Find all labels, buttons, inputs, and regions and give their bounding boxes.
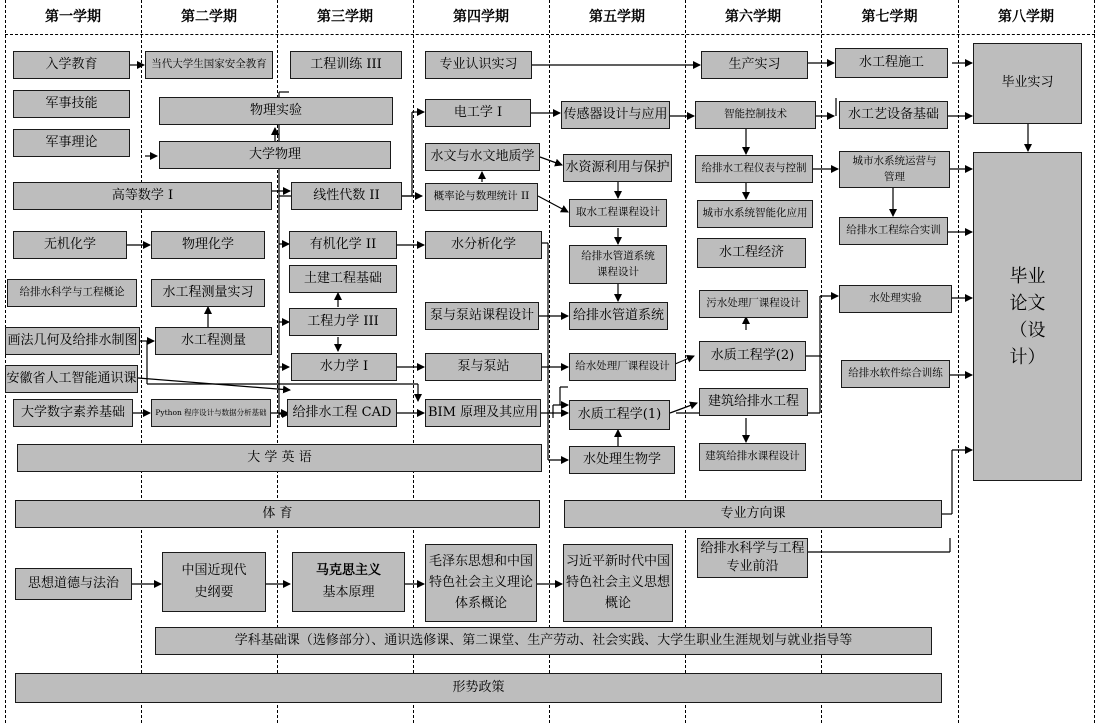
course-box: 入学教育	[13, 51, 130, 79]
course-box: 建筑给排水课程设计	[699, 443, 806, 471]
course-box: Python 程序设计与数据分析基础	[151, 399, 271, 427]
course-box: 高等数学 I	[13, 182, 272, 210]
course-box: 工程训练 III	[290, 51, 402, 79]
semester-header-1: 第一学期	[45, 9, 101, 25]
course-box: 物理化学	[151, 231, 265, 259]
course-box: 画法几何及给排水制图	[5, 327, 140, 355]
course-line: 毛泽东思想和中国	[428, 553, 533, 569]
course-box: 水资源利用与保护	[563, 154, 672, 182]
semester-header-3: 第三学期	[317, 9, 373, 25]
course-box: 水工程测量	[155, 327, 272, 355]
course-box: 给排水工程仪表与控制	[695, 155, 813, 183]
course-box: 水质工程学(2)	[699, 341, 806, 371]
course-box: 学科基础课（选修部分）、通识选修课、第二课堂、生产劳动、社会实践、大学生职业生涯规划与就业指导等	[155, 627, 932, 655]
course-line: 课程设计	[597, 266, 639, 278]
course-line: 管理	[884, 171, 905, 183]
header-divider	[5, 34, 1095, 35]
column-divider	[821, 0, 822, 723]
course-box: 水工程经济	[697, 238, 806, 268]
course-box: 毕业实习	[973, 43, 1082, 124]
course-box: 智能控制技术	[695, 101, 816, 129]
column-divider	[685, 0, 686, 723]
semester-header-7: 第七学期	[861, 9, 918, 25]
course-box: 专业认识实习	[425, 51, 532, 79]
course-box: 有机化学 II	[289, 231, 397, 259]
course-box: 无机化学	[13, 231, 127, 259]
semester-header-5: 第五学期	[589, 9, 645, 25]
course-box: 建筑给排水工程	[699, 388, 808, 416]
course-box: 水工程施工	[835, 48, 948, 78]
course-line: 概论	[604, 596, 631, 612]
course-box: 水力学 I	[291, 353, 397, 381]
course-box	[839, 151, 950, 188]
course-line: 史纲要	[194, 584, 234, 600]
course-box: 泵与泵站	[425, 353, 542, 381]
course-box: 给排水软件综合训练	[841, 360, 950, 388]
course-line: 特色社会主义思想	[566, 574, 671, 590]
course-line: 专业前沿	[726, 559, 779, 574]
semester-header-4: 第四学期	[453, 9, 509, 25]
course-box: 军事理论	[13, 129, 130, 157]
course-line: 马克思主义	[315, 563, 381, 579]
semester-header-6: 第六学期	[725, 9, 781, 25]
semester-header-2: 第二学期	[181, 9, 237, 25]
course-box: 取水工程课程设计	[569, 199, 667, 227]
course-box: 泵与泵站课程设计	[425, 302, 539, 330]
course-box: 大学数字素养基础	[13, 399, 133, 427]
course-box: 水处理实验	[839, 285, 952, 313]
course-box: 污水处理厂课程设计	[699, 290, 808, 318]
course-line: 习近平新时代中国	[566, 553, 671, 569]
course-box	[569, 245, 667, 284]
course-box: 工程力学 III	[289, 308, 397, 336]
course-box: 专业方向课	[564, 500, 942, 528]
course-box: 物理实验	[159, 97, 393, 125]
course-box: 大 学 英 语	[17, 444, 542, 472]
course-line: 特色社会主义理论	[428, 574, 533, 590]
course-box: 线性代数 II	[291, 182, 402, 210]
course-box: 给排水工程综合实训	[839, 217, 948, 245]
column-divider	[958, 0, 959, 723]
column-divider	[413, 0, 414, 723]
course-box	[292, 552, 405, 612]
course-box: 水处理生物学	[569, 446, 675, 474]
course-box: 军事技能	[13, 90, 130, 118]
course-box: 水工艺设备基础	[839, 101, 948, 129]
course-box: 思想道德与法治	[15, 568, 132, 600]
column-divider	[141, 0, 142, 723]
course-box: 给排水管道系统	[569, 302, 668, 330]
semester-header-8: 第八学期	[998, 9, 1054, 25]
course-box: 水文与水文地质学	[425, 143, 540, 171]
course-box	[563, 544, 673, 622]
course-box: 水分析化学	[425, 231, 542, 259]
course-box: 给排水科学与工程概论	[7, 279, 137, 307]
course-box: 土建工程基础	[289, 265, 397, 293]
course-line: 体系概论	[454, 596, 507, 612]
course-box: 当代大学生国家安全教育	[145, 51, 273, 79]
course-box: 给水处理厂课程设计	[569, 353, 676, 381]
column-divider	[5, 0, 6, 723]
course-box: 概率论与数理统计 II	[425, 183, 538, 211]
course-line: 给排水科学与工程	[700, 540, 805, 556]
thesis-box: 毕业论文（设计）	[973, 152, 1082, 481]
course-line: 城市水系统运营与	[852, 154, 937, 167]
course-box: 水工程测量实习	[151, 279, 265, 307]
course-box	[162, 552, 266, 612]
course-box	[697, 538, 808, 578]
column-divider	[1094, 0, 1095, 723]
course-box	[425, 544, 537, 622]
course-box: BIM 原理及其应用	[425, 399, 541, 427]
course-box: 电工学 I	[425, 99, 531, 127]
course-box: 水质工程学(1)	[569, 400, 670, 430]
course-box: 大学物理	[159, 141, 391, 169]
course-line: 给排水管道系统	[581, 249, 655, 262]
course-box: 城市水系统智能化应用	[697, 200, 813, 228]
course-line: 中国近现代	[181, 563, 247, 579]
course-box: 安徽省人工智能通识课	[5, 365, 138, 393]
course-box: 体 育	[15, 500, 540, 528]
course-box: 生产实习	[701, 51, 808, 79]
course-line: 基本原理	[322, 584, 375, 600]
course-box: 传感器设计与应用	[561, 101, 670, 129]
column-divider	[549, 0, 550, 723]
course-box: 形势政策	[15, 673, 942, 703]
course-box: 给排水工程 CAD	[287, 399, 397, 427]
